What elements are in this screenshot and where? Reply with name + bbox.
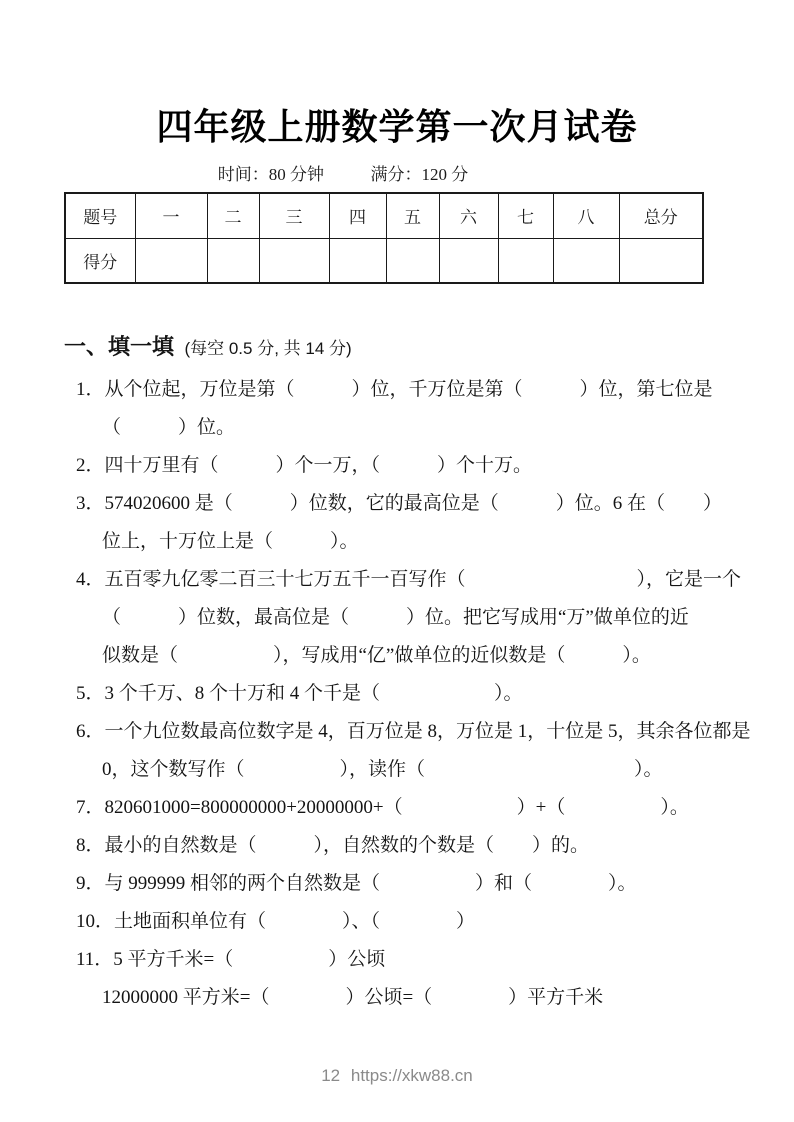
header-cell-tihao: 题号: [65, 193, 135, 238]
score-cell-empty: [553, 238, 619, 283]
question-1-line-1: 1．从个位起，万位是第（ ）位，千万位是第（ ）位，第七位是: [76, 379, 713, 400]
question-6-line-2: 0，这个数写作（ ），读作（ ）。: [102, 759, 663, 780]
header-cell-7: 七: [498, 193, 553, 238]
time-label: 时间：80 分钟: [217, 165, 324, 184]
section-1-heading: [64, 332, 766, 365]
question-8-line-1: 8．最小的自然数是（ ），自然数的个数是（ ）的。: [76, 835, 590, 856]
score-table-header-row: [65, 193, 703, 238]
question-9-line-1: 9．与 999999 相邻的两个自然数是（ ）和（ ）。: [76, 873, 637, 894]
question-10-line-1: 10．土地面积单位有（ ）、（ ）: [76, 911, 476, 932]
score-cell-empty: [259, 238, 329, 283]
header-cell-3: 三: [259, 193, 329, 238]
question-3-line-2: 位上，十万位上是（ ）。: [102, 531, 359, 552]
question-4-line-3: 似数是（ ），写成用“亿”做单位的近似数是（ ）。: [102, 645, 651, 666]
header-cell-8: 八: [553, 193, 619, 238]
score-cell-empty: [439, 238, 498, 283]
question-4-line-1: 4．五百零九亿零二百三十七万五千一百写作（ ），它是一个: [76, 569, 742, 590]
full-score-label: 满分：120 分: [370, 165, 469, 184]
page-footer: [0, 1066, 794, 1086]
score-table-score-row: [65, 238, 703, 283]
score-table: [64, 192, 704, 284]
page-title: 四年级上册数学第一次月试卷: [156, 106, 638, 147]
header-cell-4: 四: [329, 193, 386, 238]
score-row-label: 得分: [65, 238, 135, 283]
score-cell-empty: [207, 238, 259, 283]
question-4-line-2: （ ）位数，最高位是（ ）位。把它写成用“万”做单位的近: [102, 607, 689, 628]
score-cell-empty: [498, 238, 553, 283]
question-11-line-1: 11．5 平方千米=（ ）公顷: [76, 949, 386, 970]
score-cell-empty: [135, 238, 207, 283]
question-list: [64, 371, 766, 1017]
header-cell-total: 总分: [619, 193, 703, 238]
header-cell-2: 二: [207, 193, 259, 238]
score-cell-empty: [329, 238, 386, 283]
question-6-line-1: 6．一个九位数最高位数字是 4，百万位是 8，万位是 1，十位是 5，其余各位都是: [76, 721, 751, 742]
question-3-line-1: 3．574020600 是（ ）位数，它的最高位是（ ）位。6 在（ ）: [76, 493, 723, 514]
question-7-line-1: 7．820601000=800000000+20000000+（ ）+（ ）。: [76, 797, 689, 818]
footer-url: https://xkw88.cn: [350, 1066, 473, 1085]
header-cell-1: 一: [135, 193, 207, 238]
score-cell-empty: [619, 238, 703, 283]
section-1-score-note: (每空 0.5 分, 共 14 分): [184, 339, 352, 358]
question-1-line-2: （ ）位。: [102, 417, 236, 438]
header-cell-5: 五: [386, 193, 439, 238]
question-11-line-2: 12000000 平方米=（ ）公顷=（ ）平方千米: [102, 987, 604, 1008]
section-1-title: 一、填一填: [64, 334, 175, 359]
page-content: [0, 192, 794, 1017]
page-number: 12: [321, 1066, 341, 1085]
question-5-line-1: 5．3 个千万、8 个十万和 4 个千是（ ）。: [76, 683, 523, 704]
score-cell-empty: [386, 238, 439, 283]
question-2-line-1: 2．四十万里有（ ）个一万，（ ）个十万。: [76, 455, 533, 476]
header-cell-6: 六: [439, 193, 498, 238]
exam-meta: [0, 164, 740, 186]
